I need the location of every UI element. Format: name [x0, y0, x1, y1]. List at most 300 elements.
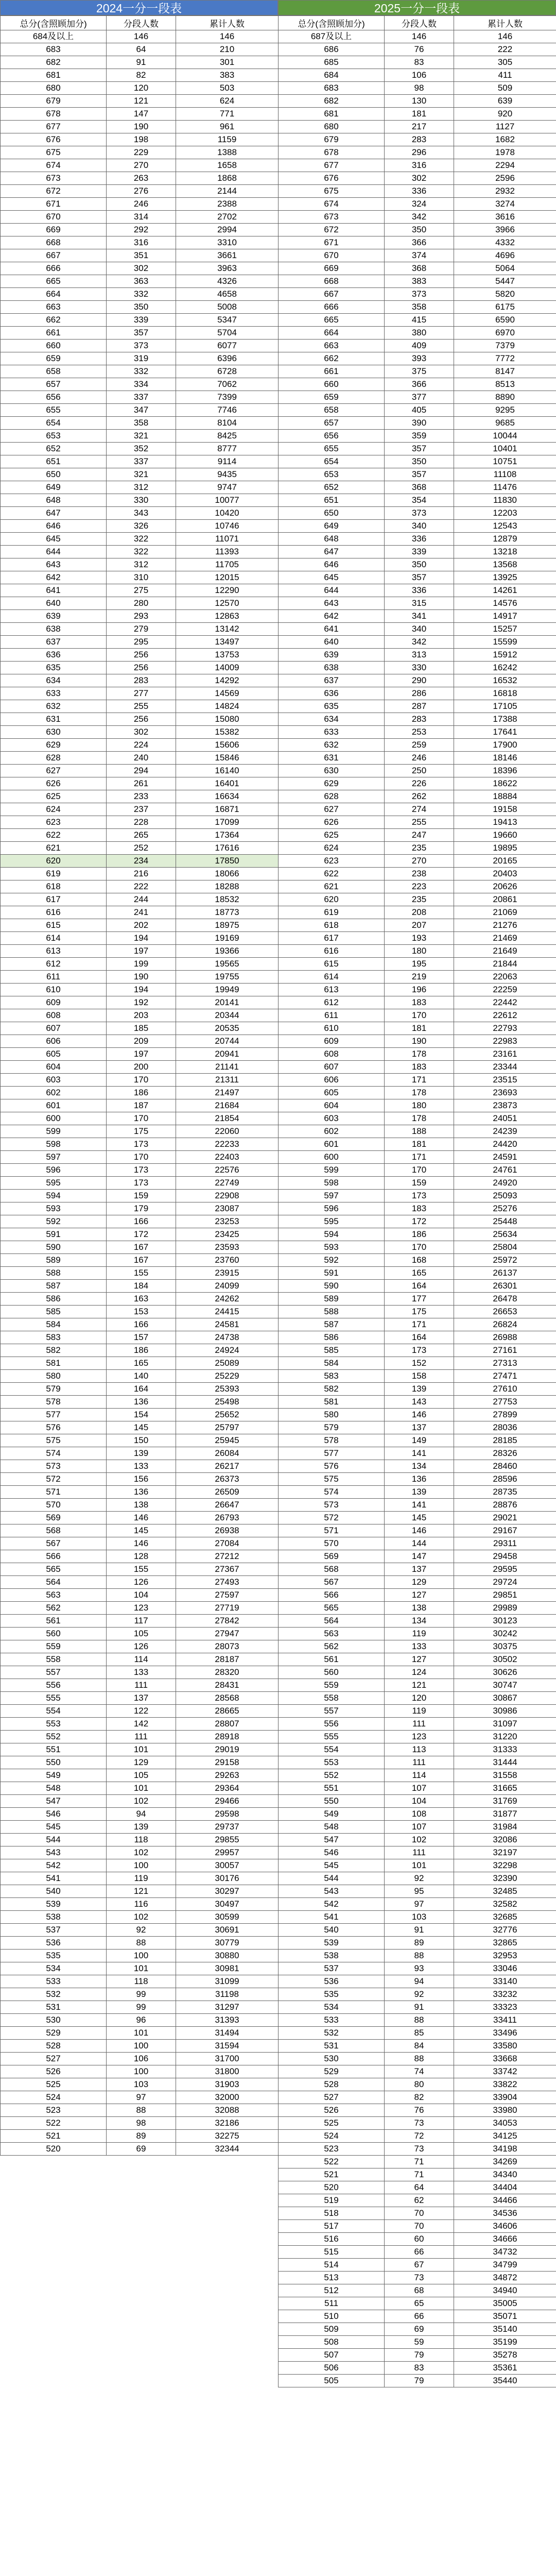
score-cell: 579 — [1, 1383, 107, 1396]
cumulative-cell: 7772 — [454, 352, 556, 365]
count-cell: 94 — [385, 1975, 454, 1988]
count-cell: 170 — [385, 1164, 454, 1177]
count-cell: 256 — [107, 713, 176, 726]
score-cell: 611 — [279, 1009, 385, 1022]
cumulative-cell: 31700 — [176, 2053, 279, 2065]
table-row — [279, 365, 556, 378]
table-row — [1, 1254, 279, 1267]
cumulative-cell: 19755 — [176, 971, 279, 984]
table-row — [279, 1074, 556, 1087]
cumulative-cell: 23161 — [454, 1048, 556, 1061]
cumulative-cell: 34198 — [454, 2143, 556, 2156]
score-cell: 518 — [279, 2207, 385, 2220]
score-cell: 670 — [279, 249, 385, 262]
score-cell: 602 — [1, 1087, 107, 1099]
score-cell: 675 — [279, 185, 385, 198]
table-row — [1, 1177, 279, 1190]
cumulative-cell: 30981 — [176, 1962, 279, 1975]
count-cell: 79 — [385, 2349, 454, 2362]
count-cell: 195 — [385, 958, 454, 971]
table-row — [1, 1344, 279, 1357]
count-cell: 229 — [107, 146, 176, 159]
table-row — [279, 1267, 556, 1280]
score-cell: 580 — [1, 1370, 107, 1383]
score-cell: 568 — [279, 1563, 385, 1576]
count-cell: 276 — [107, 185, 176, 198]
count-cell: 340 — [385, 520, 454, 533]
score-cell: 531 — [1, 2001, 107, 2014]
cumulative-cell: 32186 — [176, 2117, 279, 2130]
score-cell: 538 — [279, 1950, 385, 1962]
score-cell: 541 — [1, 1872, 107, 1885]
cumulative-cell: 8104 — [176, 417, 279, 430]
cumulative-cell: 28807 — [176, 1718, 279, 1731]
cumulative-cell: 35440 — [454, 2375, 556, 2387]
score-cell: 685 — [279, 56, 385, 69]
table-row — [279, 1834, 556, 1846]
table-row — [279, 455, 556, 468]
count-cell: 168 — [385, 1254, 454, 1267]
cumulative-cell: 5008 — [176, 301, 279, 314]
table-row — [279, 1550, 556, 1563]
table-row — [1, 1640, 279, 1653]
score-cell: 646 — [279, 558, 385, 571]
count-cell: 121 — [107, 95, 176, 108]
table-row — [1, 1074, 279, 1087]
table-row — [1, 906, 279, 919]
table-row — [1, 224, 279, 236]
score-cell: 622 — [279, 868, 385, 880]
count-cell: 101 — [107, 1782, 176, 1795]
score-cell: 601 — [1, 1099, 107, 1112]
score-cell: 624 — [279, 842, 385, 855]
score-cell: 630 — [279, 765, 385, 777]
score-cell: 594 — [1, 1190, 107, 1202]
score-cell: 542 — [279, 1898, 385, 1911]
count-cell: 172 — [385, 1215, 454, 1228]
cumulative-cell: 146 — [454, 30, 556, 43]
cumulative-cell: 20403 — [454, 868, 556, 880]
score-cell: 681 — [279, 108, 385, 121]
count-cell: 196 — [385, 984, 454, 996]
count-cell: 171 — [385, 1074, 454, 1087]
table-row — [279, 1615, 556, 1628]
count-cell: 334 — [107, 378, 176, 391]
table-row — [1, 1756, 279, 1769]
score-cell: 673 — [279, 211, 385, 224]
count-cell: 88 — [385, 2014, 454, 2027]
score-cell: 529 — [1, 2027, 107, 2040]
score-cell: 608 — [279, 1048, 385, 1061]
score-cell: 596 — [279, 1202, 385, 1215]
table-row — [279, 1202, 556, 1215]
score-cell: 666 — [1, 262, 107, 275]
score-cell: 620 — [1, 855, 107, 868]
score-cell: 657 — [279, 417, 385, 430]
cumulative-cell: 146 — [176, 30, 279, 43]
cumulative-cell: 27084 — [176, 1537, 279, 1550]
cumulative-cell: 26301 — [454, 1280, 556, 1293]
count-cell: 316 — [107, 236, 176, 249]
score-cell: 564 — [279, 1615, 385, 1628]
score-cell: 604 — [279, 1099, 385, 1112]
count-cell: 91 — [385, 1924, 454, 1937]
count-cell: 139 — [107, 1447, 176, 1460]
cumulative-cell: 25972 — [454, 1254, 556, 1267]
score-cell: 651 — [1, 455, 107, 468]
count-cell: 332 — [107, 288, 176, 301]
score-cell: 522 — [1, 2117, 107, 2130]
score-cell: 527 — [1, 2053, 107, 2065]
score-cell: 579 — [279, 1421, 385, 1434]
table-row — [1, 1602, 279, 1615]
table-row — [279, 2168, 556, 2181]
table-row — [1, 1692, 279, 1705]
score-cell: 623 — [279, 855, 385, 868]
count-cell: 111 — [385, 1846, 454, 1859]
table-row — [279, 198, 556, 211]
cumulative-cell: 15257 — [454, 623, 556, 636]
score-cell: 677 — [1, 121, 107, 133]
score-cell: 625 — [1, 790, 107, 803]
count-cell: 65 — [385, 2297, 454, 2310]
table-row — [279, 30, 556, 43]
count-cell: 146 — [385, 1409, 454, 1421]
table-row — [279, 1473, 556, 1486]
count-cell: 350 — [385, 224, 454, 236]
count-cell: 233 — [107, 790, 176, 803]
score-cell: 617 — [1, 893, 107, 906]
count-cell: 316 — [385, 159, 454, 172]
table-row — [1, 1486, 279, 1499]
count-cell: 181 — [385, 108, 454, 121]
score-cell: 686 — [279, 43, 385, 56]
count-cell: 118 — [107, 1834, 176, 1846]
cumulative-cell: 22983 — [454, 1035, 556, 1048]
table-row — [1, 494, 279, 507]
score-cell: 524 — [1, 2091, 107, 2104]
score-cell: 591 — [1, 1228, 107, 1241]
cumulative-cell: 20165 — [454, 855, 556, 868]
table-row — [1, 481, 279, 494]
score-cell: 524 — [279, 2130, 385, 2143]
cumulative-cell: 3274 — [454, 198, 556, 211]
cumulative-cell: 31198 — [176, 1988, 279, 2001]
count-cell: 178 — [385, 1087, 454, 1099]
cumulative-cell: 32086 — [454, 1834, 556, 1846]
cumulative-cell: 27471 — [454, 1370, 556, 1383]
table-row — [1, 1009, 279, 1022]
table-row — [279, 2078, 556, 2091]
table-row — [1, 842, 279, 855]
score-cell: 552 — [279, 1769, 385, 1782]
cumulative-cell: 1388 — [176, 146, 279, 159]
score-cell: 520 — [1, 2143, 107, 2156]
score-cell: 628 — [1, 752, 107, 765]
cumulative-cell: 26988 — [454, 1331, 556, 1344]
score-cell: 601 — [279, 1138, 385, 1151]
count-cell: 159 — [107, 1190, 176, 1202]
cumulative-cell: 7062 — [176, 378, 279, 391]
table-row — [1, 2078, 279, 2091]
cumulative-cell: 6728 — [176, 365, 279, 378]
score-cell: 642 — [1, 571, 107, 584]
table-row — [279, 224, 556, 236]
score-cell: 583 — [1, 1331, 107, 1344]
cumulative-cell: 23873 — [454, 1099, 556, 1112]
cumulative-cell: 17850 — [176, 855, 279, 868]
cumulative-cell: 1658 — [176, 159, 279, 172]
count-cell: 170 — [385, 1241, 454, 1254]
score-cell: 572 — [1, 1473, 107, 1486]
count-cell: 106 — [107, 2053, 176, 2065]
count-cell: 393 — [385, 352, 454, 365]
table-row — [279, 133, 556, 146]
table-row — [1, 1795, 279, 1808]
score-cell: 533 — [1, 1975, 107, 1988]
cumulative-cell: 19169 — [176, 932, 279, 945]
cumulative-cell: 32275 — [176, 2130, 279, 2143]
count-cell: 126 — [107, 1640, 176, 1653]
score-cell: 662 — [1, 314, 107, 327]
count-cell: 184 — [107, 1280, 176, 1293]
cumulative-cell: 25276 — [454, 1202, 556, 1215]
table-row — [1, 1512, 279, 1524]
table-row — [1, 275, 279, 288]
cumulative-cell: 12015 — [176, 571, 279, 584]
table-row — [279, 1151, 556, 1164]
count-cell: 351 — [107, 249, 176, 262]
count-cell: 102 — [385, 1834, 454, 1846]
table-row — [279, 533, 556, 546]
count-cell: 119 — [107, 1872, 176, 1885]
table-row — [279, 1589, 556, 1602]
cumulative-cell: 624 — [176, 95, 279, 108]
count-cell: 350 — [385, 558, 454, 571]
count-cell: 373 — [385, 288, 454, 301]
cumulative-cell: 28665 — [176, 1705, 279, 1718]
score-cell: 609 — [1, 996, 107, 1009]
score-cell: 547 — [1, 1795, 107, 1808]
table-row — [1, 1769, 279, 1782]
count-cell: 121 — [107, 1885, 176, 1898]
cumulative-cell: 2702 — [176, 211, 279, 224]
score-cell: 622 — [1, 829, 107, 842]
table-row — [1, 777, 279, 790]
cumulative-cell: 21311 — [176, 1074, 279, 1087]
table-row — [279, 1306, 556, 1318]
cumulative-cell: 2994 — [176, 224, 279, 236]
cumulative-cell: 27313 — [454, 1357, 556, 1370]
count-cell: 134 — [385, 1615, 454, 1628]
table-row — [1, 1679, 279, 1692]
count-cell: 173 — [107, 1177, 176, 1190]
table-row — [279, 752, 556, 765]
score-cell: 640 — [1, 597, 107, 610]
cumulative-cell: 503 — [176, 82, 279, 95]
count-cell: 194 — [107, 984, 176, 996]
score-cell: 637 — [279, 674, 385, 687]
table-row — [1, 404, 279, 417]
table-row — [279, 700, 556, 713]
count-cell: 99 — [107, 1988, 176, 2001]
cumulative-cell: 14824 — [176, 700, 279, 713]
table-row — [1, 430, 279, 443]
count-cell: 156 — [107, 1473, 176, 1486]
count-cell: 60 — [385, 2233, 454, 2246]
count-cell: 312 — [107, 558, 176, 571]
cumulative-cell: 21069 — [454, 906, 556, 919]
table-row — [1, 1615, 279, 1628]
table-row — [1, 1241, 279, 1254]
count-cell: 92 — [385, 1988, 454, 2001]
count-cell: 287 — [385, 700, 454, 713]
count-cell: 72 — [385, 2130, 454, 2143]
cumulative-cell: 16242 — [454, 662, 556, 674]
table-row — [1, 1872, 279, 1885]
table-row — [279, 1228, 556, 1241]
cumulative-cell: 18884 — [454, 790, 556, 803]
table-row — [279, 1988, 556, 2001]
cumulative-cell: 34466 — [454, 2194, 556, 2207]
table-row — [1, 649, 279, 662]
table-row — [1, 1022, 279, 1035]
table-row — [279, 1215, 556, 1228]
table-row — [279, 82, 556, 95]
count-cell: 222 — [107, 880, 176, 893]
score-cell: 568 — [1, 1524, 107, 1537]
table-row — [1, 2130, 279, 2143]
cumulative-cell: 32088 — [176, 2104, 279, 2117]
table-row — [279, 2259, 556, 2272]
count-cell: 138 — [385, 1602, 454, 1615]
score-cell: 648 — [279, 533, 385, 546]
count-cell: 83 — [385, 2362, 454, 2375]
score-cell: 598 — [279, 1177, 385, 1190]
table-row — [279, 1112, 556, 1125]
cumulative-cell: 26509 — [176, 1486, 279, 1499]
table-row — [1, 2001, 279, 2014]
score-cell: 562 — [1, 1602, 107, 1615]
cumulative-cell: 32865 — [454, 1937, 556, 1950]
table-row — [279, 2233, 556, 2246]
score-cell: 644 — [279, 584, 385, 597]
cumulative-cell: 35199 — [454, 2336, 556, 2349]
cumulative-cell: 29724 — [454, 1576, 556, 1589]
count-cell: 181 — [385, 1022, 454, 1035]
score-cell: 548 — [1, 1782, 107, 1795]
score-cell: 591 — [279, 1267, 385, 1280]
score-cell: 604 — [1, 1061, 107, 1074]
count-cell: 122 — [107, 1705, 176, 1718]
count-cell: 286 — [385, 687, 454, 700]
score-cell: 529 — [279, 2065, 385, 2078]
count-cell: 141 — [385, 1447, 454, 1460]
count-cell: 322 — [107, 533, 176, 546]
cumulative-cell: 34536 — [454, 2207, 556, 2220]
table-row — [279, 1331, 556, 1344]
table-row — [279, 1885, 556, 1898]
cumulative-cell: 22793 — [454, 1022, 556, 1035]
cumulative-cell: 22442 — [454, 996, 556, 1009]
score-cell: 569 — [1, 1512, 107, 1524]
table-row — [1, 1138, 279, 1151]
score-cell: 638 — [279, 662, 385, 674]
count-cell: 336 — [385, 584, 454, 597]
score-cell: 539 — [279, 1937, 385, 1950]
score-cell: 553 — [1, 1718, 107, 1731]
cumulative-cell: 15382 — [176, 726, 279, 739]
table-row — [279, 1808, 556, 1821]
cumulative-cell: 3661 — [176, 249, 279, 262]
cumulative-cell: 19366 — [176, 945, 279, 958]
count-cell: 121 — [385, 1679, 454, 1692]
count-cell: 133 — [107, 1666, 176, 1679]
cumulative-cell: 17105 — [454, 700, 556, 713]
cumulative-cell: 35278 — [454, 2349, 556, 2362]
count-cell: 111 — [107, 1731, 176, 1743]
score-cell: 619 — [1, 868, 107, 880]
table-row — [279, 1138, 556, 1151]
table-row — [279, 1460, 556, 1473]
count-cell: 73 — [385, 2272, 454, 2284]
score-cell: 560 — [1, 1628, 107, 1640]
table-row — [1, 584, 279, 597]
count-cell: 127 — [385, 1589, 454, 1602]
score-cell: 560 — [279, 1666, 385, 1679]
table-row — [1, 327, 279, 340]
score-cell: 576 — [1, 1421, 107, 1434]
count-cell: 280 — [107, 597, 176, 610]
score-cell: 623 — [1, 816, 107, 829]
score-cell: 612 — [1, 958, 107, 971]
score-cell: 673 — [1, 172, 107, 185]
score-cell: 619 — [279, 906, 385, 919]
cumulative-cell: 27367 — [176, 1563, 279, 1576]
table-row — [1, 932, 279, 945]
cumulative-cell: 31220 — [454, 1731, 556, 1743]
score-cell: 547 — [279, 1834, 385, 1846]
count-cell: 92 — [107, 1924, 176, 1937]
cumulative-cell: 28460 — [454, 1460, 556, 1473]
score-cell: 658 — [1, 365, 107, 378]
score-cell: 510 — [279, 2310, 385, 2323]
cumulative-cell: 13568 — [454, 558, 556, 571]
score-cell: 516 — [279, 2233, 385, 2246]
table-row — [1, 1499, 279, 1512]
score-cell: 536 — [279, 1975, 385, 1988]
count-cell: 256 — [107, 662, 176, 674]
table-row — [1, 249, 279, 262]
count-cell: 358 — [107, 417, 176, 430]
score-cell: 574 — [1, 1447, 107, 1460]
cumulative-cell: 10044 — [454, 430, 556, 443]
count-cell: 312 — [107, 481, 176, 494]
cumulative-cell: 22576 — [176, 1164, 279, 1177]
count-cell: 238 — [385, 868, 454, 880]
table-row — [1, 1421, 279, 1434]
count-cell: 113 — [385, 1743, 454, 1756]
count-cell: 164 — [107, 1383, 176, 1396]
table-row — [1, 133, 279, 146]
cumulative-cell: 27212 — [176, 1550, 279, 1563]
count-cell: 101 — [107, 2027, 176, 2040]
score-cell: 571 — [279, 1524, 385, 1537]
table-row — [1, 1267, 279, 1280]
table-row — [279, 108, 556, 121]
cumulative-cell: 10746 — [176, 520, 279, 533]
cumulative-cell: 29989 — [454, 1602, 556, 1615]
